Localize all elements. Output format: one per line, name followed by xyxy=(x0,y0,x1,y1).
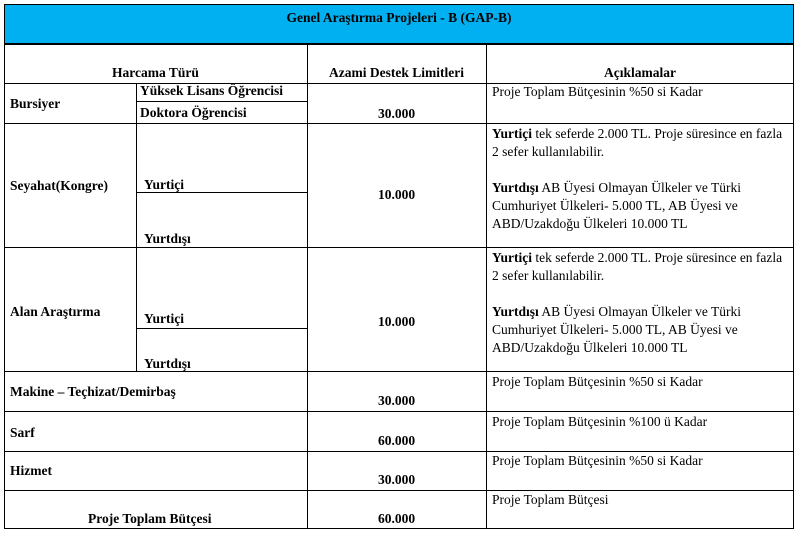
row-seyahat-note-1: Yurtiçi tek seferde 2.000 TL. Proje süresince en fazla 2 sefer kullanılabilir. xyxy=(492,126,783,159)
row-alan-sub2: Yurtdışı xyxy=(144,356,191,371)
row-toplam-limit: 60.000 xyxy=(377,511,416,526)
row-seyahat-sub1: Yurtiçi xyxy=(144,177,184,192)
row-sarf-limit: 60.000 xyxy=(377,433,416,448)
row-seyahat-label: Seyahat(Kongre) xyxy=(10,178,108,193)
row-bursiyer-sub1: Yüksek Lisans Öğrencisi xyxy=(140,83,284,98)
header-expense-type: Harcama Türü xyxy=(112,65,199,80)
row-alan-note-1: Yurtiçi tek seferde 2.000 TL. Proje süresince en fazla 2 sefer kullanılabilir. xyxy=(492,250,783,283)
row-alan-label: Alan Araştırma xyxy=(10,304,101,319)
row-alan-note-2: Yurtdışı AB Üyesi Olmayan Ülkeler ve Türki Cumhuriyet Ülkeleri- 5.000 TL, AB Üyesi ve ABD/Uzakdoğu Ülkeleri 10.000 TL xyxy=(492,304,741,355)
row-bursiyer-label: Bursiyer xyxy=(10,96,61,111)
row-makine-label: Makine – Teçhizat/Demirbaş xyxy=(10,384,176,399)
row-toplam-label: Proje Toplam Bütçesi xyxy=(88,511,212,526)
row-makine-note: Proje Toplam Bütçesinin %50 si Kadar xyxy=(492,374,703,389)
row-bursiyer-note: Proje Toplam Bütçesinin %50 si Kadar xyxy=(492,84,703,99)
row-makine-limit: 30.000 xyxy=(377,393,416,408)
header-notes: Açıklamalar xyxy=(604,65,676,80)
row-seyahat-limit: 10.000 xyxy=(377,187,416,202)
row-bursiyer-limit: 30.000 xyxy=(377,106,416,121)
row-toplam-note: Proje Toplam Bütçesi xyxy=(492,492,609,507)
row-sarf-label: Sarf xyxy=(10,425,35,440)
row-hizmet-limit: 30.000 xyxy=(377,472,416,487)
row-bursiyer-sub2: Doktora Öğrencisi xyxy=(140,105,247,120)
row-hizmet-label: Hizmet xyxy=(10,463,52,478)
row-alan-limit: 10.000 xyxy=(377,314,416,329)
budget-limits-document xyxy=(4,4,794,529)
row-alan-sub1: Yurtiçi xyxy=(144,311,184,326)
row-seyahat-note-2: Yurtdışı AB Üyesi Olmayan Ülkeler ve Türki Cumhuriyet Ülkeleri- 5.000 TL, AB Üyesi ve ABD/Uzakdoğu Ülkeleri 10.000 TL xyxy=(492,180,741,231)
row-seyahat-sub2: Yurtdışı xyxy=(144,231,191,246)
table-title: Genel Araştırma Projeleri - B (GAP-B) xyxy=(4,4,794,44)
header-max-limit: Azami Destek Limitleri xyxy=(329,65,464,80)
row-sarf-note: Proje Toplam Bütçesinin %100 ü Kadar xyxy=(492,414,708,429)
row-hizmet-note: Proje Toplam Bütçesinin %50 si Kadar xyxy=(492,453,703,468)
